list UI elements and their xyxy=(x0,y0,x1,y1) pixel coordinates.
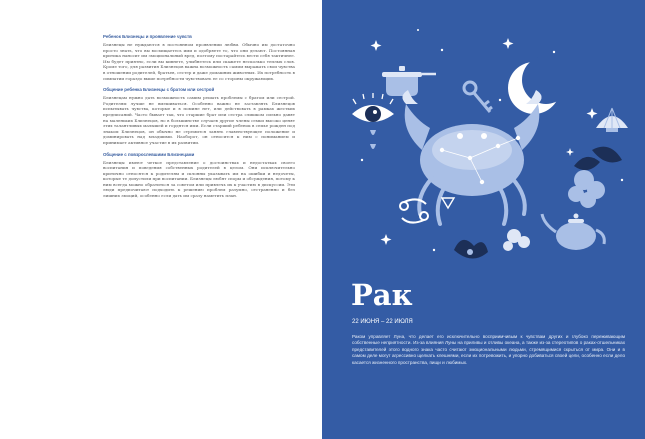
sign-title: Рак xyxy=(351,278,413,312)
section-paragraph: Близнецам нужно дать возможность самим решать проблемы с братом или сестрой. Родителям лучше не вмешиваться. Особенно важно не заставлять Близнецов испытывать чувства, которые и в помине нет, или действовать в рамках жестких предписаний. Часто бывает так, что старшие брат или сестра слишком сильно давят на маленьких Близнецов, но в большинстве случаев другие члены семьи высоко ценят этих талантливых малышей и гордятся ими. Если старший ребенок в семье рожден под знаком Близнецов, он обычно не стремится занять главенствующее положение и доминировать над младшими. Наоборот, он относится к ним с пониманием и принимает активное участие в их развитии. xyxy=(103,95,296,145)
teapot-icon xyxy=(542,214,604,251)
dark-flower-icon xyxy=(454,240,488,259)
leaf-icon xyxy=(574,147,622,171)
water-triangle-icon xyxy=(442,198,454,208)
right-page xyxy=(322,0,645,439)
shell-icon xyxy=(596,108,628,132)
section-emotions xyxy=(103,34,295,81)
section-grown-up xyxy=(103,152,295,199)
left-text-column xyxy=(103,34,295,205)
cancer-illustration xyxy=(322,0,645,275)
sign-description: Раком управляет Луна, что делает его исключительно восприимчивым к чувствам других и глубоко переживающим собственные неприятности. Из-за влияния Луны на приливы и отливы океана, а также из-за стереотипов о раках-отшельниках представителей этого водного знака часто считают эмоциональными людьми, стремящимися скрыться от мира. Они и в самом деле могут агрессивно щелкать клешнями, если их потревожить, и упорно добиваться своей цели, особенно если дело касается жизненного пространства, пищи и любимых. xyxy=(352,334,625,365)
pot-icon xyxy=(382,66,436,96)
key-icon xyxy=(464,82,492,112)
section-heading: Общение ребенка Близнецы с братом или сестрой xyxy=(103,87,215,93)
small-flower-icon xyxy=(503,229,530,251)
crescent-moon-icon xyxy=(508,56,570,114)
section-heading: Общение с повзрослевшими Близнецами xyxy=(103,151,195,157)
flower-icon xyxy=(568,170,605,208)
eye-icon xyxy=(352,93,394,149)
left-page xyxy=(0,0,322,439)
section-siblings xyxy=(103,87,295,145)
section-heading: Ребенок Близнецы и проявление чувств xyxy=(103,34,192,39)
section-paragraph: Близнецы имеют четкое представление о достоинствах и недостатках своего воспитания и поведения собственных родителей в целом. Они исключительно критично относятся к родителям и склонны указывать им на ошибки и недочеты, которые те допустили при воспитании. Близнецы любят споры и обсуждения, потому к ним всегда можно обратиться за советом или привлечь их к участию в дискуссии. Эти люди предпочитают подходить к решению проблем разумно, отстраненно и без лишних эмоций, особенно если дать им сразу наметить план. xyxy=(103,159,295,199)
sign-dates: 22 ИЮНЯ – 22 ИЮЛЯ xyxy=(352,319,413,325)
cancer-symbol-icon xyxy=(400,199,428,222)
section-paragraph: Близнецы не нуждаются в постоянном проявлении любви. Обычно им достаточно просто знать, что вы восхищаетесь ими и одобряете то, что они делают. Постоянная критика наносит им эмоциональный вред, поэтому постарайтесь вести себя тактичнее. Им будет приятно, если вы кивнете, улыбнетесь или скажете несколько теплых слов. Кроме того, для развития Близнецов важна возможность самим выражать свои чувства в отношении родителей, братьев, сестер и даже домашних животных. Их потребность в симпатии гораздо выше потребности чувствовать ее со стороны окружающих. xyxy=(103,42,295,81)
